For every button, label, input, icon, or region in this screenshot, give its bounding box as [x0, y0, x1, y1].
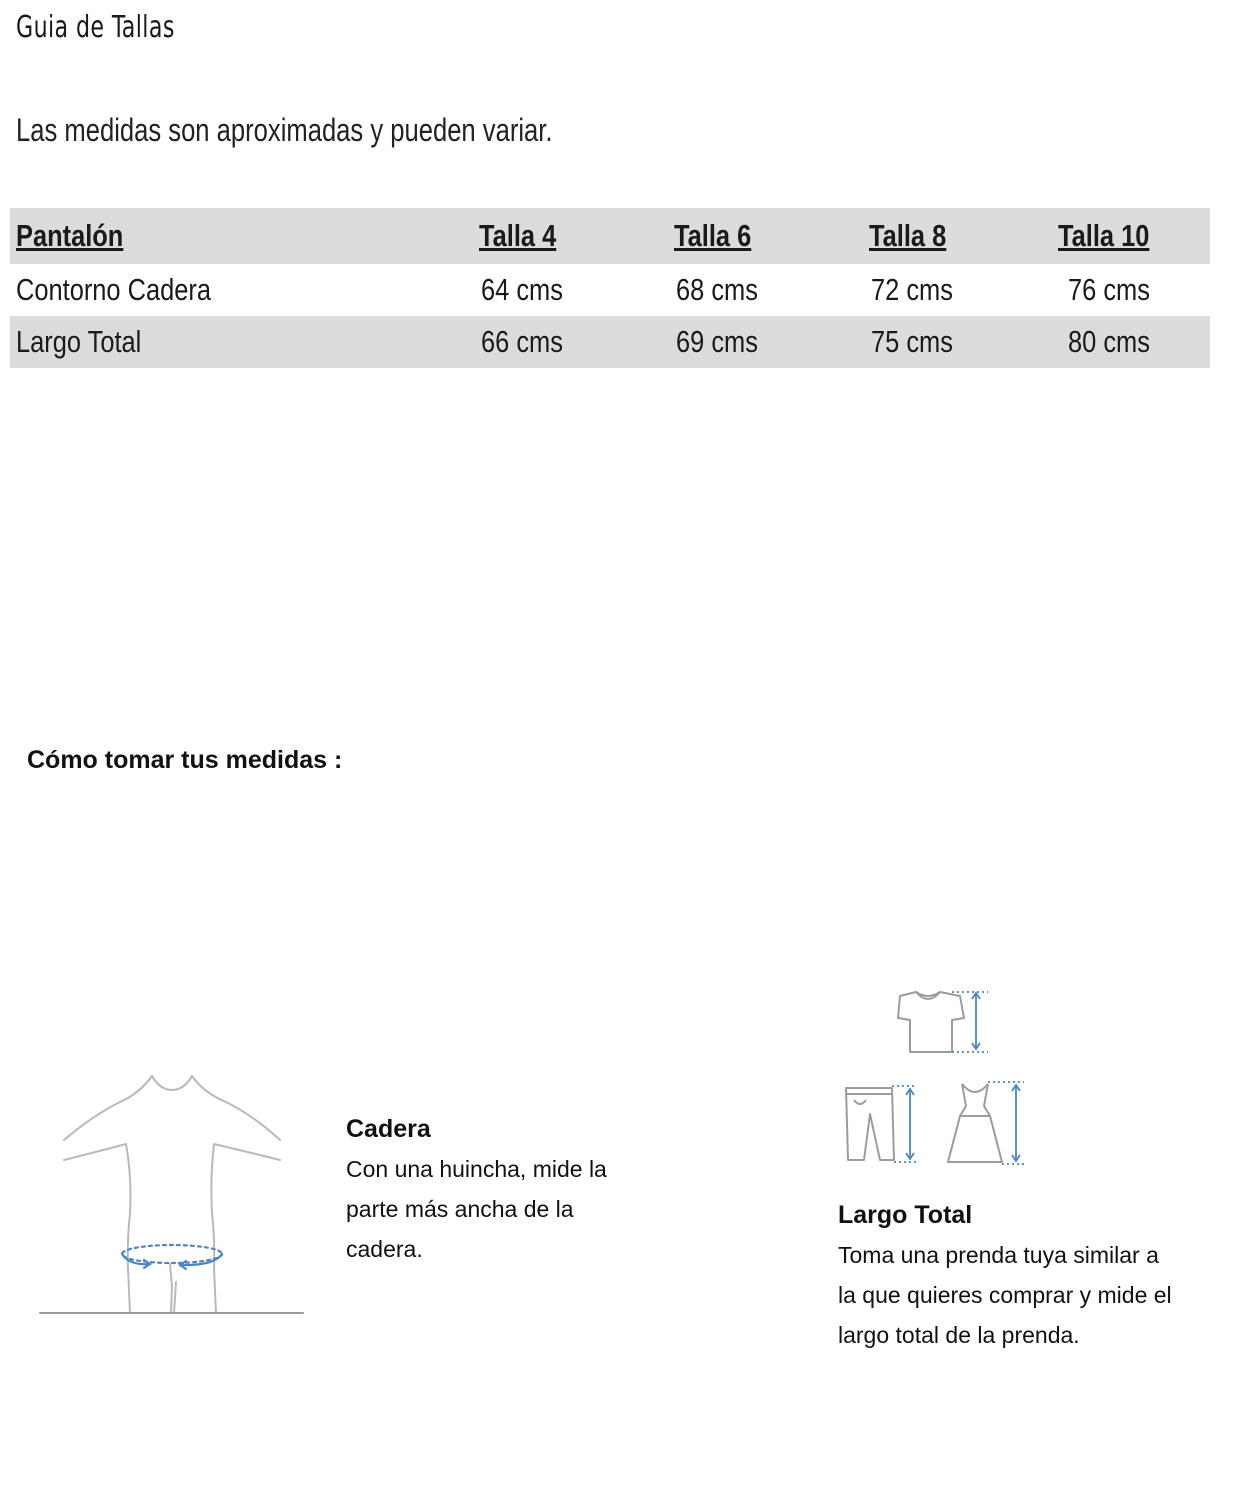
length-heading: Largo Total	[838, 1201, 973, 1229]
table-cell: 76 cms	[1068, 272, 1151, 307]
table-header-size: Talla 6	[674, 208, 869, 264]
table-cell: 69 cms	[674, 316, 869, 368]
table-row	[10, 316, 1210, 368]
hip-description: Con una huincha, mide la parte más ancha de la cadera.	[346, 1156, 607, 1262]
table-header-row	[10, 208, 1210, 264]
guide-subtitle: Las medidas son aproximadas y pueden variar.	[16, 112, 553, 148]
length-description: Toma una prenda tuya similar a la que quieres comprar y mide el largo total de la prenda.	[838, 1242, 1172, 1348]
table-cell: 66 cms	[479, 316, 674, 368]
table-cell: 80 cms	[1058, 316, 1210, 368]
table-header-size: Talla 8	[869, 208, 1058, 264]
pants-length-icon	[846, 1088, 894, 1160]
table-cell: 75 cms	[869, 316, 1058, 368]
size-table	[10, 208, 1210, 368]
garment-length-icons	[830, 982, 1040, 1177]
row-label: Largo Total	[10, 316, 479, 368]
body-hip-measure-icon	[30, 1068, 310, 1323]
guide-title: Guia de Tallas	[16, 10, 175, 45]
hip-instructions	[346, 1109, 656, 1269]
hip-heading: Cadera	[346, 1115, 431, 1143]
table-cell: 68 cms	[676, 272, 759, 307]
length-instructions	[838, 1195, 1178, 1355]
tshirt-length-icon	[898, 992, 964, 1052]
table-header-garment: Pantalón	[10, 208, 479, 264]
dress-length-icon	[948, 1084, 1002, 1162]
table-row	[10, 264, 1210, 316]
table-header-size: Talla 10	[1058, 208, 1210, 264]
table-cell: 72 cms	[871, 272, 954, 307]
table-header-size: Talla 4	[479, 208, 674, 264]
how-to-measure-title: Cómo tomar tus medidas :	[27, 746, 343, 774]
table-cell: 64 cms	[481, 272, 564, 307]
row-label: Contorno Cadera	[16, 272, 212, 307]
